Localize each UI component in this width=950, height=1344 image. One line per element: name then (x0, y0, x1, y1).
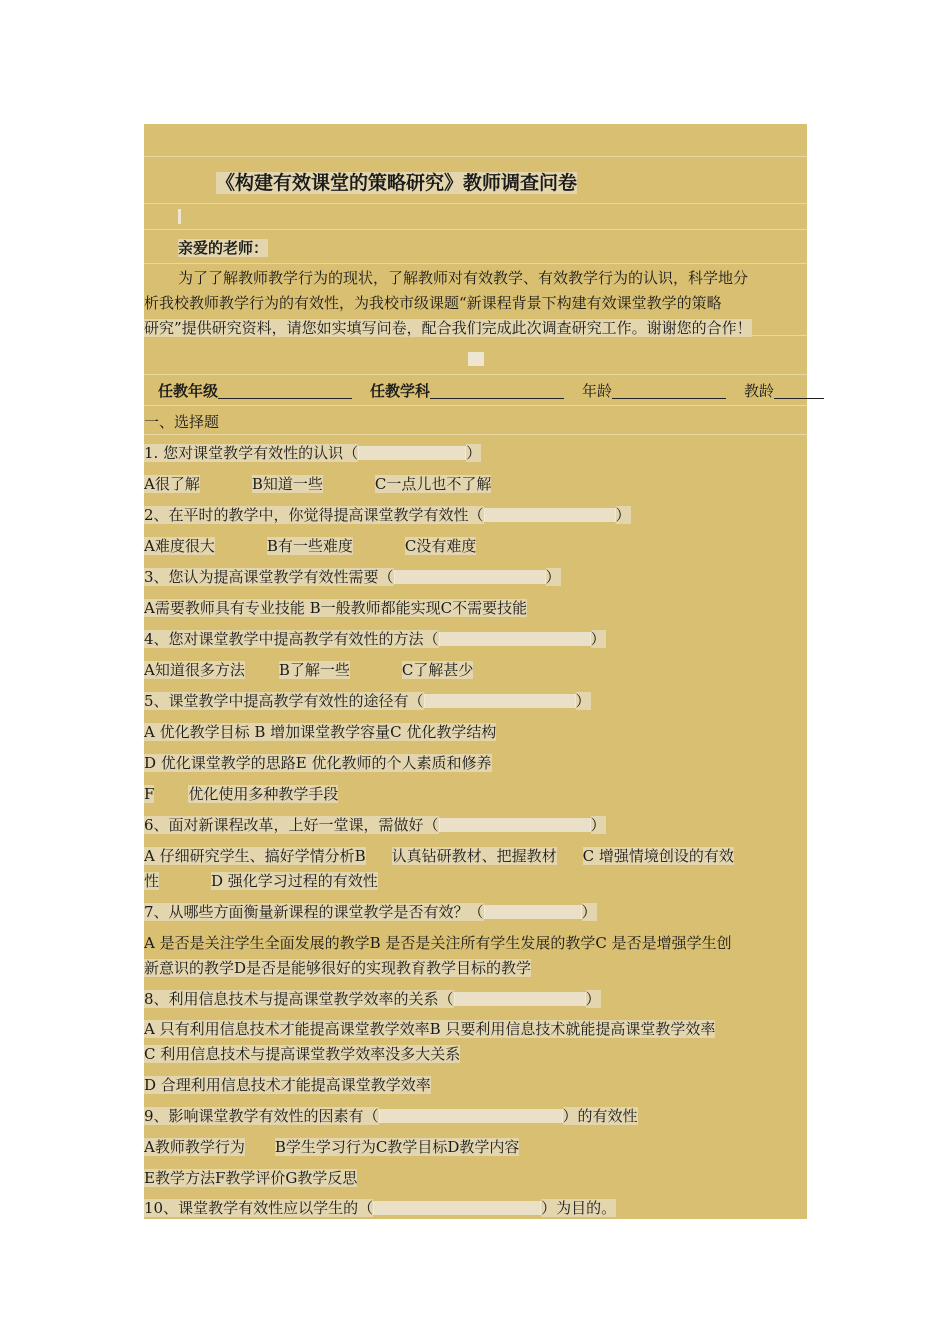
options-7-line-2: 新意识的教学D是否是能够很好的实现教育教学目标的教学 (144, 959, 532, 977)
answer-blank-9[interactable] (379, 1109, 563, 1123)
options-5-line-2: D 优化课堂教学的思路E 优化教师的个人素质和修养 (144, 754, 492, 772)
answer-blank-10[interactable] (373, 1201, 541, 1215)
answer-blank-5[interactable] (424, 694, 576, 708)
options-8-line-1: A 只有利用信息技术才能提高课堂教学效率B 只要利用信息技术就能提高课堂教学效率 (144, 1020, 716, 1038)
answer-blank-7[interactable] (484, 905, 582, 919)
answer-blank-6[interactable] (439, 818, 591, 832)
options-1: A很了解 B知道一些 C一点儿也不了解 (144, 475, 492, 493)
options-6-line-1: A 仔细研究学生、搞好学情分析B 认真钻研教材、把握教材 C 增强情境创设的有效 (144, 847, 734, 865)
question-10: 10、课堂教学有效性应以学生的（ ）为目的。 (144, 1199, 617, 1217)
question-2: 2、在平时的教学中，你觉得提高课堂教学有效性（ ） (144, 506, 631, 524)
answer-blank-4[interactable] (439, 632, 591, 646)
options-2: A难度很大 B有一些难度 C没有难度 (144, 537, 477, 555)
answer-blank-1[interactable] (358, 446, 466, 460)
options-5-line-1: A 优化教学目标 B 增加课堂教学容量C 优化教学结构 (144, 723, 497, 741)
teaching-age-blank[interactable] (774, 382, 824, 399)
question-4: 4、您对课堂教学中提高教学有效性的方法（ ） (144, 630, 606, 648)
intro-line-1: 为了了解教师教学行为的现状，了解教师对有效教学、有效教学行为的认识，科学地分 (178, 269, 749, 287)
grade-label: 任教年级 (158, 382, 219, 400)
question-8: 8、利用信息技术与提高课堂教学效率的关系（ ） (144, 990, 601, 1008)
options-7-line-1: A 是否是关注学生全面发展的教学B 是否是关注所有学生发展的教学C 是否是增强学生创 (144, 934, 732, 952)
text-cursor-marker (178, 209, 181, 224)
teaching-age-label: 教龄 (744, 382, 775, 400)
intro-line-3: 研究”提供研究资料，请您如实填写问卷，配合我们完成此次调查研究工作。谢谢您的合作！ (144, 319, 752, 337)
question-6: 6、面对新课程改革，上好一堂课，需做好（ ） (144, 816, 606, 834)
options-8-line-3: D 合理利用信息技术才能提高课堂教学效率 (144, 1076, 431, 1094)
answer-blank-3[interactable] (394, 570, 546, 584)
question-5: 5、课堂教学中提高教学有效性的途径有（ ） (144, 692, 591, 710)
info-fields-row (158, 380, 821, 402)
subject-label: 任教学科 (370, 382, 431, 400)
document-page (144, 124, 807, 1219)
options-8-line-2: C 利用信息技术与提高课堂教学效率没多大关系 (144, 1045, 461, 1063)
answer-blank-8[interactable] (454, 992, 586, 1006)
paragraph-marker (468, 352, 484, 366)
intro-line-2: 析我校教师教学行为的有效性，为我校市级课题“新课程背景下构建有效课堂教学的策略 (144, 294, 722, 312)
section-heading: 一、选择题 (144, 413, 220, 431)
options-9-line-2: E教学方法F教学评价G教学反思 (144, 1169, 358, 1187)
question-1: 1. 您对课堂教学有效性的认识（ ） (144, 444, 482, 462)
options-9-line-1: A教师教学行为 B学生学习行为C教学目标D教学内容 (144, 1138, 520, 1156)
options-5-line-3: F 优化使用多种教学手段 (144, 785, 339, 803)
age-blank[interactable] (612, 382, 726, 399)
options-4: A知道很多方法 B了解一些 C了解甚少 (144, 661, 474, 679)
question-9: 9、影响课堂教学有效性的因素有（ ）的有效性 (144, 1107, 638, 1125)
subject-blank[interactable] (430, 382, 564, 399)
question-3: 3、您认为提高课堂教学有效性需要（ ） (144, 568, 561, 586)
answer-blank-2[interactable] (484, 508, 616, 522)
question-7: 7、从哪些方面衡量新课程的课堂教学是否有效？（ ） (144, 903, 597, 921)
age-label: 年龄 (582, 382, 613, 400)
grade-blank[interactable] (218, 382, 352, 399)
options-6-line-2: 性 D 强化学习过程的有效性 (144, 872, 378, 890)
options-3: A需要教师具有专业技能 B一般教师都能实现C不需要技能 (144, 599, 528, 617)
greeting: 亲爱的老师： (178, 239, 269, 257)
document-title: 《构建有效课堂的策略研究》教师调查问卷 (216, 172, 578, 194)
